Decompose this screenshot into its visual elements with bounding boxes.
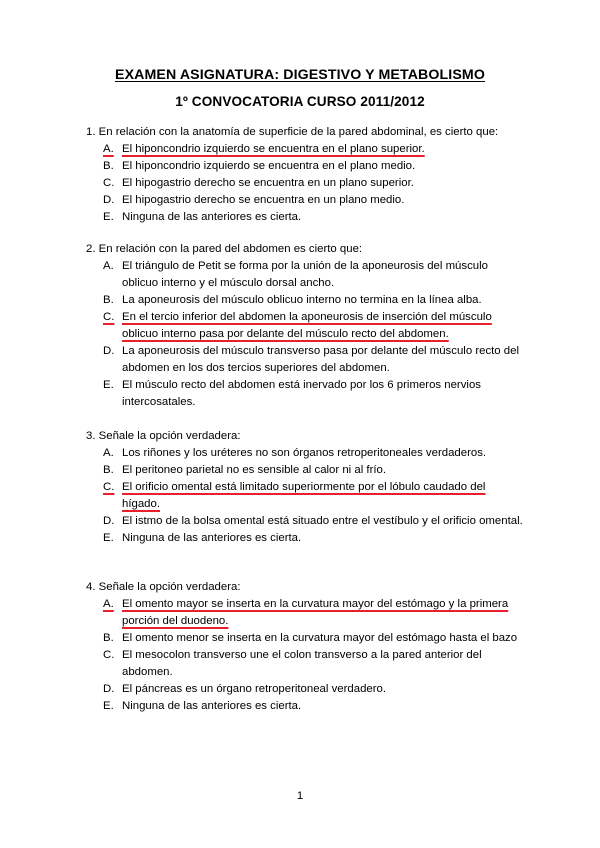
option-letter: E. bbox=[103, 379, 114, 391]
option-letter: B. bbox=[103, 160, 114, 172]
option-letter: C. bbox=[103, 481, 115, 493]
option-b bbox=[86, 630, 526, 647]
option-text: El peritoneo parietal no es sensible al calor ni al frío. bbox=[122, 464, 387, 476]
option-d bbox=[86, 513, 526, 530]
option-e bbox=[86, 377, 526, 411]
option-text: El orificio omental está limitado superiormente por el lóbulo caudado del hígado. bbox=[122, 481, 486, 510]
option-letter: E. bbox=[103, 532, 114, 544]
option-letter: D. bbox=[103, 515, 115, 527]
question-stem: 4. Señale la opción verdadera: bbox=[86, 581, 241, 593]
option-d bbox=[86, 192, 526, 209]
option-a bbox=[86, 596, 526, 630]
option-list bbox=[86, 445, 526, 547]
option-letter: A. bbox=[103, 143, 114, 155]
option-letter: A. bbox=[103, 260, 114, 272]
option-text: El hiponcondrio izquierdo se encuentra en el plano superior. bbox=[122, 143, 425, 155]
option-letter: E. bbox=[103, 700, 114, 712]
option-letter: A. bbox=[103, 447, 114, 459]
option-text: El istmo de la bolsa omental está situado entre el vestíbulo y el orificio omental. bbox=[122, 515, 523, 527]
option-text: El páncreas es un órgano retroperitoneal verdadero. bbox=[122, 683, 387, 695]
option-list bbox=[86, 141, 526, 226]
option-text: La aponeurosis del músculo transverso pasa por delante del músculo recto del abdomen en los dos tercios superiores del abdomen. bbox=[122, 345, 520, 374]
option-letter: A. bbox=[103, 598, 114, 610]
option-list bbox=[86, 258, 526, 411]
option-letter: C. bbox=[103, 649, 115, 661]
option-letter: D. bbox=[103, 683, 115, 695]
option-list bbox=[86, 596, 526, 715]
exam-subtitle: 1º CONVOCATORIA CURSO 2011/2012 bbox=[175, 94, 425, 109]
option-a bbox=[86, 258, 526, 292]
option-text: El omento menor se inserta en la curvatura mayor del estómago hasta el bazo bbox=[122, 632, 518, 644]
option-c bbox=[86, 479, 526, 513]
question-stem: 3. Señale la opción verdadera: bbox=[86, 430, 241, 442]
option-letter: B. bbox=[103, 294, 114, 306]
option-text: La aponeurosis del músculo oblicuo interno no termina en la línea alba. bbox=[122, 294, 482, 306]
option-c bbox=[86, 309, 526, 343]
option-text: El mesocolon transverso une el colon transverso a la pared anterior del abdomen. bbox=[122, 649, 482, 678]
option-letter: D. bbox=[103, 345, 115, 357]
option-d bbox=[86, 681, 526, 698]
option-b bbox=[86, 462, 526, 479]
question-3 bbox=[86, 428, 526, 547]
option-e bbox=[86, 530, 526, 547]
option-letter: E. bbox=[103, 211, 114, 223]
option-a bbox=[86, 445, 526, 462]
option-text: El hipogastrio derecho se encuentra en un plano medio. bbox=[122, 194, 405, 206]
option-letter: B. bbox=[103, 632, 114, 644]
question-4 bbox=[86, 579, 526, 715]
question-stem: 1. En relación con la anatomía de superficie de la pared abdominal, es cierto que: bbox=[86, 126, 499, 138]
option-b bbox=[86, 158, 526, 175]
question-stem: 2. En relación con la pared del abdomen es cierto que: bbox=[86, 243, 363, 255]
option-text: El omento mayor se inserta en la curvatura mayor del estómago y la primera porción del duodeno. bbox=[122, 598, 509, 627]
question-1 bbox=[86, 124, 526, 226]
option-c bbox=[86, 647, 526, 681]
exam-title: EXAMEN ASIGNATURA: DIGESTIVO Y METABOLISMO bbox=[115, 67, 485, 83]
option-a bbox=[86, 141, 526, 158]
option-text: El hiponcondrio izquierdo se encuentra en el plano medio. bbox=[122, 160, 416, 172]
page-number: 1 bbox=[296, 790, 304, 802]
option-text: El músculo recto del abdomen está inervado por los 6 primeros nervios intercosatales. bbox=[122, 379, 481, 408]
question-2 bbox=[86, 241, 526, 411]
option-e bbox=[86, 698, 526, 715]
option-c bbox=[86, 175, 526, 192]
option-text: Ninguna de las anteriores es cierta. bbox=[122, 700, 302, 712]
option-text: Los riñones y los uréteres no son órganos retroperitoneales verdaderos. bbox=[122, 447, 487, 459]
option-d bbox=[86, 343, 526, 377]
option-text: El triángulo de Petit se forma por la unión de la aponeurosis del músculo oblicuo interno y el músculo dorsal ancho. bbox=[122, 260, 488, 289]
option-b bbox=[86, 292, 526, 309]
option-text: Ninguna de las anteriores es cierta. bbox=[122, 211, 302, 223]
option-letter: D. bbox=[103, 194, 115, 206]
option-e bbox=[86, 209, 526, 226]
option-text: En el tercio inferior del abdomen la aponeurosis de inserción del músculo oblicuo interno pasa por delante del músculo recto del abdomen. bbox=[122, 311, 492, 340]
option-letter: B. bbox=[103, 464, 114, 476]
option-letter: C. bbox=[103, 177, 115, 189]
option-text: Ninguna de las anteriores es cierta. bbox=[122, 532, 302, 544]
option-text: El hipogastrio derecho se encuentra en un plano superior. bbox=[122, 177, 414, 189]
option-letter: C. bbox=[103, 311, 115, 323]
